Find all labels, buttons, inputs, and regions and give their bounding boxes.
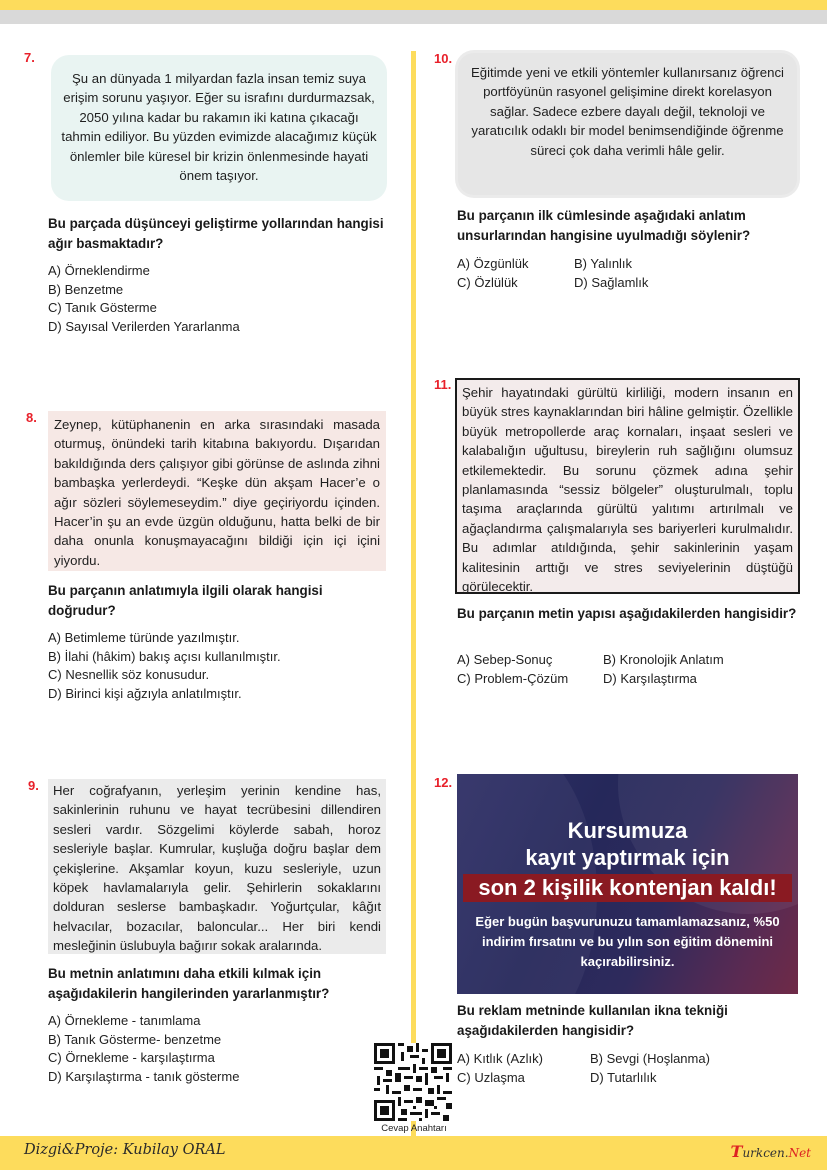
logo-letter: T xyxy=(730,1142,743,1161)
question-11-passage: Şehir hayatındaki gürültü kirliliği, modern insanın en büyük stres kaynaklarından biri hâline gelmiştir. Özellikle büyük metropollerde araç kornaları, inşaat sesleri ve kalabalığın uğultusu, bireylerin ruh sağlığını olumsuz etkilemektedir. Bu sorunu çözmek adına şehir planlamasında “sessiz bölgeler” oluşturulmalı, toplu taşıma araçlarında gürültü yalıtımı artırılmalı ve ağaçlandırma çalışmalarıyla ses bariyerleri kurulmalıdır. Bu adımlar atıldığında, şehir sakinlerinin yaşam kalitesinin arttığı ve stres seviyelerinin düştüğü görülecektir. xyxy=(455,378,800,594)
question-8-option-b[interactable]: B) İlahi (hâkim) bakış açısı kullanılmıştır. xyxy=(48,648,281,664)
question-11-option-d[interactable]: D) Karşılaştırma xyxy=(603,670,697,686)
question-8-option-d[interactable]: D) Birinci kişi ağzıyla anlatılmıştır. xyxy=(48,685,242,701)
ad-headline-1: Kursumuza xyxy=(567,818,688,843)
question-9-option-d[interactable]: D) Karşılaştırma - tanık gösterme xyxy=(48,1068,240,1084)
question-8-options xyxy=(48,629,281,703)
question-9-number: 9. xyxy=(28,778,39,793)
question-9-stem: Bu metnin anlatımını daha etkili kılmak için aşağıdakilerin hangilerinden yararlanmıştır? xyxy=(48,966,330,1001)
question-10-passage: Eğitimde yeni ve etkili yöntemler kullanırsanız öğrenci portföyünün rasyonel gelişimine direkt korelasyon sağlar. Sadece ezbere dayalı değil, teknoloji ve yaratıcılık odaklı bir model benimsendiğinde öğrenme süreci çok daha verimli hâle gelir. xyxy=(458,53,797,195)
question-9-options xyxy=(48,1012,239,1086)
question-11-option-b[interactable]: B) Kronolojik Anlatım xyxy=(603,652,724,667)
question-8-number: 8. xyxy=(26,410,37,425)
question-10-stem: Bu parçanın ilk cümlesinde aşağıdaki anlatım unsurlarından hangisine uyulmadığı söylenir? xyxy=(457,208,751,243)
question-11-options xyxy=(457,651,724,688)
question-7-stem: Bu parçada düşünceyi geliştirme yollarından hangisi ağır basmaktadır? xyxy=(48,216,384,251)
question-11-option-a[interactable]: A) Sebep-Sonuç xyxy=(457,652,553,667)
top-accent-bar xyxy=(0,0,827,10)
question-12-stem: Bu reklam metninde kullanılan ikna tekniği aşağıdakilerden hangisidir? xyxy=(457,1003,728,1038)
answer-key-qr-code[interactable] xyxy=(374,1043,452,1121)
ad-headline-highlight: son 2 kişilik kontenjan kaldı! xyxy=(463,874,792,902)
question-10-number: 10. xyxy=(434,51,453,66)
qr-code-icon xyxy=(374,1043,452,1121)
question-11-stem: Bu parçanın metin yapısı aşağıdakilerden hangisidir? xyxy=(457,606,797,621)
footer-bar xyxy=(0,1136,827,1170)
question-10-option-a[interactable]: A) Özgünlük xyxy=(457,256,529,271)
question-12-option-c[interactable]: C) Uzlaşma xyxy=(457,1069,525,1085)
turkcen-logo[interactable] xyxy=(731,1142,811,1161)
question-9-option-c[interactable]: C) Örnekleme - karşılaştırma xyxy=(48,1050,215,1066)
question-7-option-a[interactable]: A) Örneklendirme xyxy=(48,263,150,278)
question-11-number: 11. xyxy=(434,377,452,392)
question-8-passage: Zeynep, kütüphanenin en arka sırasındaki masada oturmuş, önündeki tarih kitabına bakıyordu. Dışarıdan bakıldığında ders çalışıyor gibi görünse de aslında zihni bambaşka yerlerdeydi. “Keşke dün akşam Hacer’e o ağır sözleri söylemeseydim.” diye geçiriyordu içinden. Hacer’in şu an evde üzgün olduğunu, hatta belki de bir daha onunla konuşmayacağını bildiği için içi içini yiyordu. xyxy=(48,411,386,571)
ad-headline-2: kayıt yaptırmak için xyxy=(525,845,730,870)
question-7-option-c[interactable]: C) Tanık Gösterme xyxy=(48,300,157,316)
footer-credit: Dizgi&Proje: Kubilay ORAL xyxy=(24,1142,226,1158)
question-10-options xyxy=(457,255,648,292)
question-12-option-b[interactable]: B) Sevgi (Hoşlanma) xyxy=(590,1051,710,1066)
question-7-option-b[interactable]: B) Benzetme xyxy=(48,281,124,297)
qr-caption: Cevap Anahtarı xyxy=(381,1123,447,1134)
question-12-ad-image xyxy=(457,774,798,994)
question-12-option-d[interactable]: D) Tutarlılık xyxy=(590,1069,657,1085)
question-8-stem: Bu parçanın anlatımıyla ilgili olarak hangisi doğrudur? xyxy=(48,583,323,618)
question-12-options xyxy=(457,1050,710,1087)
question-7-option-d[interactable]: D) Sayısal Verilerden Yararlanma xyxy=(48,318,240,334)
question-10-option-b[interactable]: B) Yalınlık xyxy=(574,256,633,271)
question-8-option-c[interactable]: C) Nesnellik söz konusudur. xyxy=(48,667,210,683)
question-12-number: 12. xyxy=(434,775,453,790)
question-7-options xyxy=(48,262,240,336)
logo-net: Net xyxy=(788,1146,811,1160)
question-11-option-c[interactable]: C) Problem-Çözüm xyxy=(457,670,569,686)
question-10-option-d[interactable]: D) Sağlamlık xyxy=(574,274,649,290)
question-10-option-c[interactable]: C) Özlülük xyxy=(457,274,518,290)
ad-subtext: Eğer bugün başvurunuzu tamamlamazsanız, %50 indirim fırsatını ve bu yılın son eğitim dönemini kaçırabilirsiniz. xyxy=(475,914,780,969)
logo-text: urkcen. xyxy=(742,1146,789,1160)
question-7-passage: Şu an dünyada 1 milyardan fazla insan temiz suya erişim sorunu yaşıyor. Eğer su israfını durdurmazsak, 2050 yılına kadar bu rakamın iki katına çıkacağı tahmin ediliyor. Bu yüzden evimizde alacağımız küçük önlemler bile küresel bir krizin önlenmesinde hayati önem taşıyor. xyxy=(51,55,387,201)
question-9-option-b[interactable]: B) Tanık Gösterme- benzetme xyxy=(48,1031,222,1047)
question-7-number: 7. xyxy=(24,50,35,65)
top-gray-bar xyxy=(0,10,827,24)
column-divider xyxy=(411,51,416,1136)
question-12-option-a[interactable]: A) Kıtlık (Azlık) xyxy=(457,1051,543,1066)
question-9-passage: Her coğrafyanın, yerleşim yerinin kendine has, sakinlerinin ruhunu ve hayat tecrübesini dillendiren sesleri vardır. Sözgelimi köylerde sabah, horoz sesleriyle başlar. Kumrular, kuşluğa doğru başlar dem çekişlerine. Akşamlar koyun, kuzu sesleriyle, uzun köpek havlamalarıyla gelir. Şehirlerin sokaklarını dolduran seslerse bambaşkadır. Yoğurtçular, kâğıt helvacılar, bozacılar, baloncular... Her biri kendi mesleğinin üslubuyla bağırır sokak aralarında. xyxy=(48,779,386,954)
question-9-option-a[interactable]: A) Örnekleme - tanımlama xyxy=(48,1013,201,1028)
question-8-option-a[interactable]: A) Betimleme türünde yazılmıştır. xyxy=(48,630,240,645)
